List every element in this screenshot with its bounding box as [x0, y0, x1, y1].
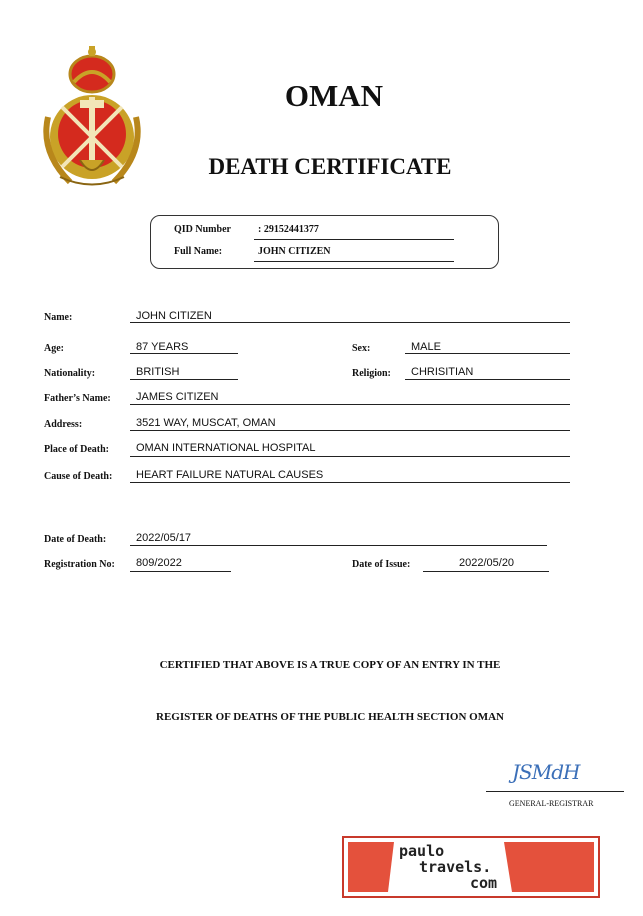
- fullname-label: Full Name:: [174, 246, 223, 257]
- age-label: Age:: [44, 343, 64, 354]
- issue-date-label: Date of Issue:: [352, 559, 411, 570]
- registration-label: Registration No:: [44, 559, 115, 570]
- cause-of-death-value: HEART FAILURE NATURAL CAUSES: [136, 469, 324, 481]
- place-of-death-value: OMAN INTERNATIONAL HOSPITAL: [136, 442, 316, 454]
- age-value: 87 YEARS: [136, 341, 189, 353]
- father-value: JAMES CITIZEN: [136, 391, 219, 403]
- nationality-value: BRITISH: [136, 366, 180, 378]
- name-underline: [130, 322, 570, 323]
- signature-line: [486, 791, 624, 792]
- address-value: 3521 WAY, MUSCAT, OMAN: [136, 417, 276, 429]
- registrar-title: GENERAL-REGISTRAR: [509, 799, 594, 808]
- sex-label: Sex:: [352, 343, 371, 354]
- qid-underline: [254, 239, 454, 240]
- logo-text-2: travels.: [419, 858, 492, 876]
- religion-label: Religion:: [352, 368, 391, 379]
- fullname-underline: [254, 261, 454, 262]
- qid-value: : 29152441377: [258, 224, 319, 235]
- issue-date-value: 2022/05/20: [459, 557, 515, 569]
- issue-date-underline: [423, 571, 549, 572]
- name-value: JOHN CITIZEN: [136, 310, 212, 322]
- fullname-value: JOHN CITIZEN: [258, 246, 331, 257]
- age-underline: [130, 353, 238, 354]
- logo-text-1: paulo: [399, 842, 445, 860]
- religion-value: CHRISITIAN: [411, 366, 474, 378]
- cause-of-death-underline: [130, 482, 570, 483]
- qid-label: QID Number: [174, 224, 231, 235]
- cause-of-death-label: Cause of Death:: [44, 471, 113, 482]
- nationality-underline: [130, 379, 238, 380]
- address-underline: [130, 430, 570, 431]
- logo-text-3: com: [470, 874, 498, 892]
- paulo-travels-logo: [342, 836, 600, 898]
- registration-underline: [130, 571, 231, 572]
- registrar-signature: JSMdH: [512, 760, 580, 784]
- sex-underline: [405, 353, 570, 354]
- certification-line-1: CERTIFIED THAT ABOVE IS A TRUE COPY OF AN ENTRY IN THE: [159, 659, 501, 671]
- address-label: Address:: [44, 419, 83, 430]
- religion-underline: [405, 379, 570, 380]
- registration-value: 809/2022: [136, 557, 182, 569]
- certification-line-2: REGISTER OF DEATHS OF THE PUBLIC HEALTH SECTION OMAN: [156, 711, 504, 723]
- sex-value: MALE: [411, 341, 441, 353]
- place-of-death-label: Place of Death:: [44, 444, 109, 455]
- father-label: Father’s Name:: [44, 393, 111, 404]
- father-underline: [130, 404, 570, 405]
- certificate-title: DEATH CERTIFICATE: [208, 154, 452, 179]
- date-of-death-value: 2022/05/17: [136, 532, 192, 544]
- country-title: OMAN: [284, 78, 384, 113]
- nationality-label: Nationality:: [44, 368, 96, 379]
- date-of-death-label: Date of Death:: [44, 534, 107, 545]
- place-of-death-underline: [130, 456, 570, 457]
- name-label: Name:: [44, 312, 73, 323]
- date-of-death-underline: [130, 545, 547, 546]
